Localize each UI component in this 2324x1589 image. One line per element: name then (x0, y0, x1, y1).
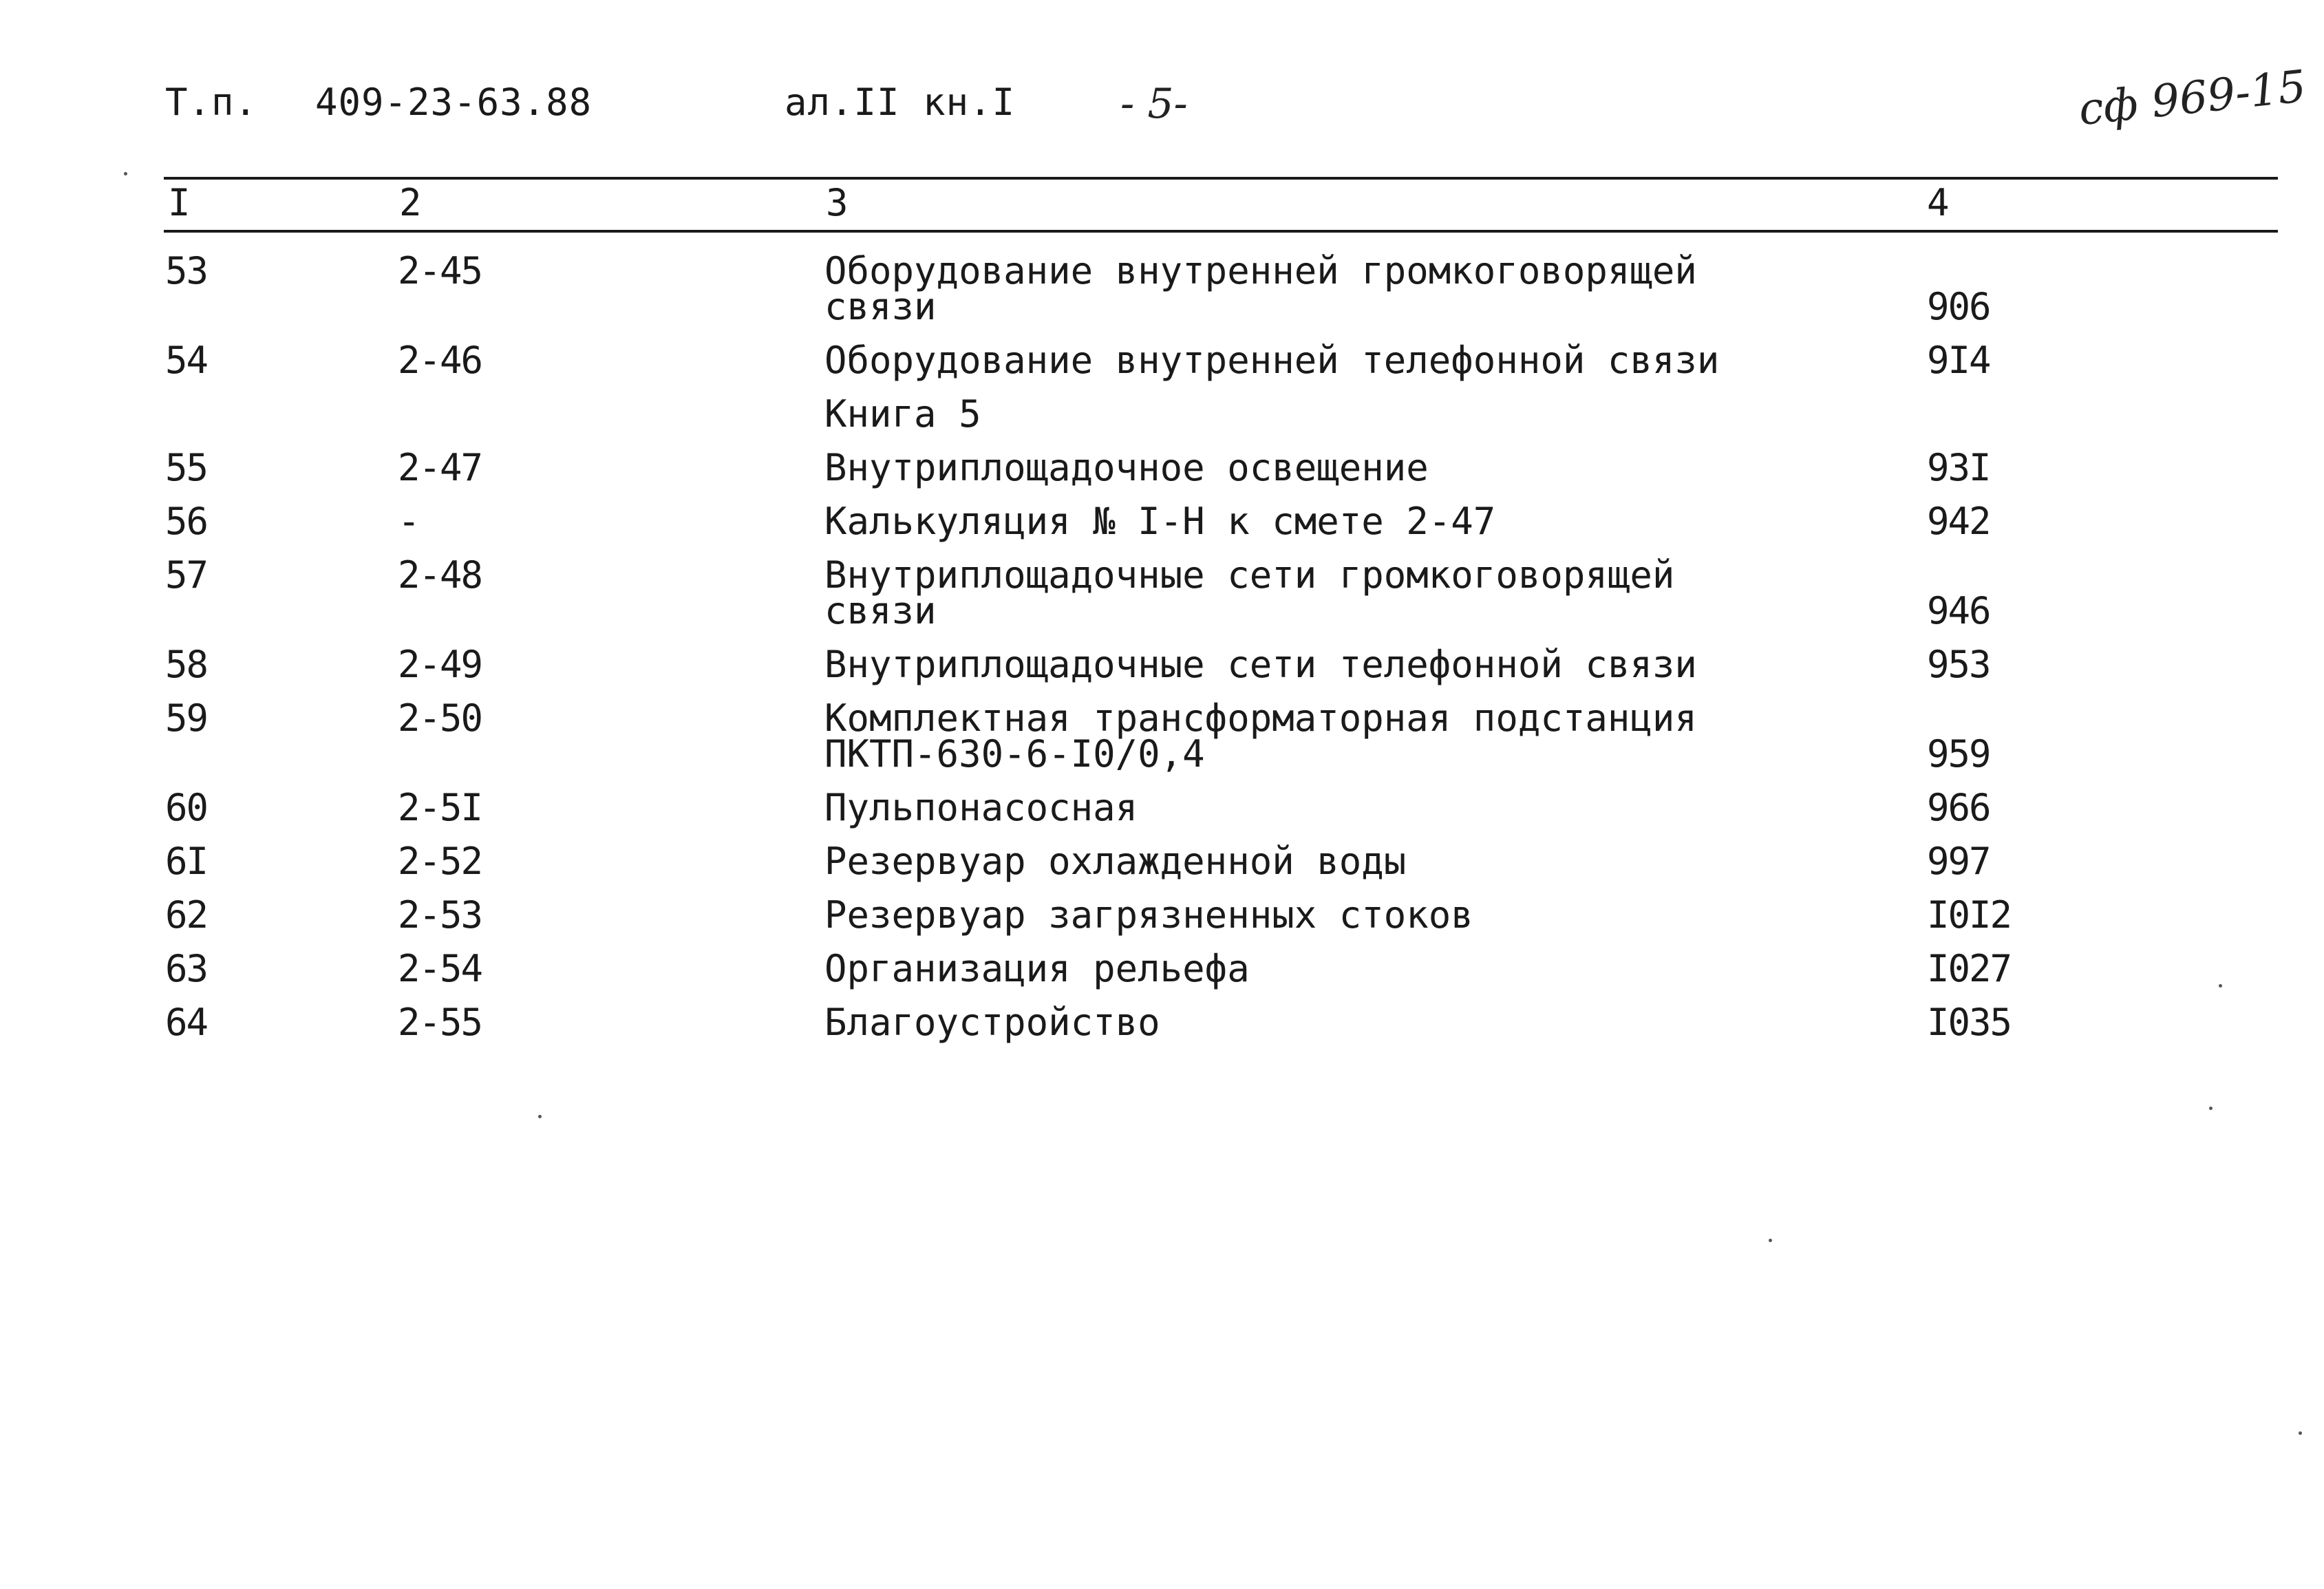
row-number: 63 (165, 947, 208, 990)
estimate-code: 2-54 (398, 947, 482, 990)
page-ref: 946 (1927, 589, 1990, 632)
table-row (0, 249, 2324, 328)
table-row (0, 696, 2324, 776)
scan-speck (2209, 1107, 2213, 1110)
row-number: 57 (165, 553, 208, 597)
estimate-title: Благоустройство (824, 1001, 1160, 1044)
estimate-code: 2-5I (398, 786, 482, 829)
column-header-2: 2 (399, 181, 422, 224)
estimate-code: 2-50 (398, 696, 482, 740)
table-header-rule (164, 230, 2278, 233)
estimate-code: 2-47 (398, 446, 482, 489)
section-heading-row (0, 392, 2324, 436)
scan-speck (538, 1115, 542, 1118)
table-row (0, 500, 2324, 543)
row-number: 64 (165, 1001, 208, 1044)
page-ref: 953 (1927, 643, 1990, 686)
estimate-code: 2-48 (398, 553, 482, 597)
table-row (0, 947, 2324, 990)
row-number: 59 (165, 696, 208, 740)
row-number: 54 (165, 339, 208, 382)
estimate-code: 2-53 (398, 893, 482, 937)
page-ref: 906 (1927, 285, 1990, 328)
estimate-code: 2-45 (398, 249, 482, 292)
table-row (0, 339, 2324, 382)
estimate-code: 2-46 (398, 339, 482, 382)
table-row (0, 643, 2324, 686)
doc-prefix: Т.п. (165, 81, 258, 124)
page-ref: 9I4 (1927, 339, 1990, 382)
estimate-code: 2-55 (398, 1001, 482, 1044)
scan-speck (2219, 984, 2222, 988)
row-number: 53 (165, 249, 208, 292)
estimate-code: 2-49 (398, 643, 482, 686)
column-header-3: 3 (826, 181, 849, 224)
row-number: 56 (165, 500, 208, 543)
page-ref: 942 (1927, 500, 1990, 543)
row-number: 60 (165, 786, 208, 829)
estimate-code: 2-52 (398, 840, 482, 883)
page-ref: 966 (1927, 786, 1990, 829)
table-row (0, 893, 2324, 937)
doc-number: 409-23-63.88 (315, 81, 593, 124)
album-book: ал.II кн.I (785, 81, 1016, 124)
estimate-title: Внутриплощадочные сети телефонной связи (824, 643, 1697, 686)
row-number: 58 (165, 643, 208, 686)
estimate-title: Оборудование внутренней телефонной связи (824, 339, 1720, 382)
table-row (0, 553, 2324, 632)
column-header-1: I (168, 181, 191, 224)
scan-speck (1769, 1239, 1772, 1242)
estimate-code: - (398, 500, 419, 543)
column-header-4: 4 (1927, 181, 1950, 224)
table-row (0, 840, 2324, 883)
estimate-title: Резервуар охлажденной воды (824, 840, 1407, 883)
estimate-title: Внутриплощадочные сети громкоговорящей связи (824, 553, 1675, 632)
table-row (0, 446, 2324, 489)
scan-speck (124, 172, 127, 175)
estimate-title: Внутриплощадочное освещение (824, 446, 1429, 489)
row-number: 55 (165, 446, 208, 489)
page-ref: I027 (1927, 947, 2012, 990)
page-ref: I035 (1927, 1001, 2012, 1044)
page-ref: 959 (1927, 732, 1990, 776)
page-ref: I0I2 (1927, 893, 2012, 937)
estimate-title: Организация рельефа (824, 947, 1250, 990)
page-number: - 5- (1120, 80, 1188, 128)
table-row (0, 786, 2324, 829)
row-number: 62 (165, 893, 208, 937)
estimate-title: Резервуар загрязненных стоков (824, 893, 1473, 937)
estimate-title: Калькуляция № I-Н к смете 2-47 (824, 500, 1496, 543)
page-ref: 997 (1927, 840, 1990, 883)
table-top-rule (164, 177, 2278, 180)
handwritten-sheet-number: сф 969-15 (2076, 61, 2309, 136)
page-ref: 93I (1927, 446, 1990, 489)
estimate-title: Оборудование внутренней громкоговорящей связи (824, 249, 1697, 328)
row-number: 6I (165, 840, 208, 883)
estimate-title: Комплектная трансформаторная подстанция ПКТП-630-6-I0/0,4 (824, 696, 1697, 776)
table-row (0, 1001, 2324, 1044)
estimate-title: Пульпонасосная (824, 786, 1138, 829)
book-heading: Книга 5 (824, 392, 981, 436)
table-body (0, 249, 2324, 1058)
scan-speck (2299, 1431, 2302, 1435)
